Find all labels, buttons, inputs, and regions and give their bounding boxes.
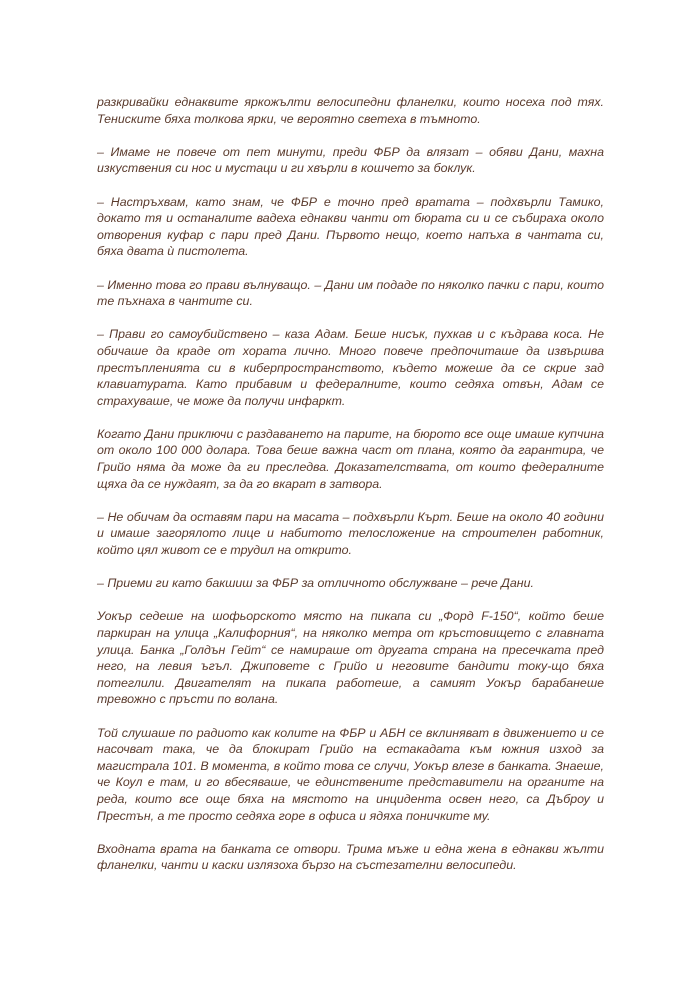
paragraph-5: – Прави го самоубийствено – каза Адам. Беше нисък, пухкав и с къдрава коса. Не обичаше да краде от хората лично. Много повече предпочиташе да извършва престъпленията си в киберпространството, където можеше да се скрие зад клавиатурата. Като прибавим и федералните, които седяха отвън, Адам се страхуваше, че може да получи инфаркт. bbox=[97, 327, 604, 408]
paragraph-7: – Не обичам да оставям пари на масата – подхвърли Кърт. Беше на около 40 години и имаше загорялото лице и набитото телосложение на строителен работник, който цял живот се е трудил на открито. bbox=[97, 509, 604, 558]
paragraph-3: – Настръхвам, като знам, че ФБР е точно пред вратата – подхвърли Тамико, докато тя и останалите вадеха еднакви чанти от бюрата си и се събираха около отворения куфар с пари пред Дани. Първото нещо, което напъха в чантата си, бяха двата ѝ пистолета. bbox=[97, 194, 604, 259]
paragraph-6: Когато Дани приключи с раздаването на парите, на бюрото все още имаше купчина от около 100 000 долара. Това беше важна част от плана, която да гарантира, че Грийо няма да може да ги преследва. Доказателствата, от които федералните щяха да се нуждаят, за да го вкарат в затвора. bbox=[97, 426, 604, 491]
paragraph-2: – Имаме не повече от пет минути, преди ФБР да влязат – обяви Дани, махна изкуствения си нос и мустаци и ги хвърли в кошчето за боклук. bbox=[97, 144, 604, 176]
paragraph-10: Той слушаше по радиото как колите на ФБР и АБН се вклиняват в движението и се насочват така, че да блокират Грийо на естакадата към южния изход за магистрала 101. В момента, в който това се случи, Уокър влезе в банката. Знаеше, че Коул е там, и го вбесяваше, че единствените представители на органите на реда, които все още бяха на мястото на инцидента освен него, са Дъброу и Престън, а те просто седяха горе в офиса и ядяха поничките му. bbox=[97, 725, 604, 823]
paragraph-8: – Приеми ги като бакшиш за ФБР за отличното обслужване – рече Дани. bbox=[97, 576, 534, 591]
paragraph-9: Уокър седеше на шофьорското място на пикапа си „Форд F-150“, който беше паркиран на улица „Калифорния“, на няколко метра от кръстовището с главната улица. Банка „Голдън Гейт“ се намираше от другата страна на пресечката пред него, на левия ъгъл. Джиповете с Грийо и неговите бандити току-що бяха потеглили. Двигателят на пикапа работеше, а самият Уокър барабанеше тревожно с пръсти по волана. bbox=[97, 609, 604, 707]
paragraph-1: разкривайки еднаквите яркожълти велосипедни фланелки, които носеха под тях. Тениските бяха толкова ярки, че вероятно светеха в тъмното. bbox=[97, 95, 604, 126]
paragraph-11: Входната врата на банката се отвори. Трима мъже и една жена в еднакви жълти фланелки, чанти и каски излязоха бързо на състезателни велосипеди. bbox=[97, 841, 604, 873]
document-page bbox=[97, 94, 604, 891]
paragraph-4: – Именно това го прави вълнуващо. – Дани им подаде по няколко пачки с пари, които те пъхнаха в чантите си. bbox=[97, 277, 604, 309]
